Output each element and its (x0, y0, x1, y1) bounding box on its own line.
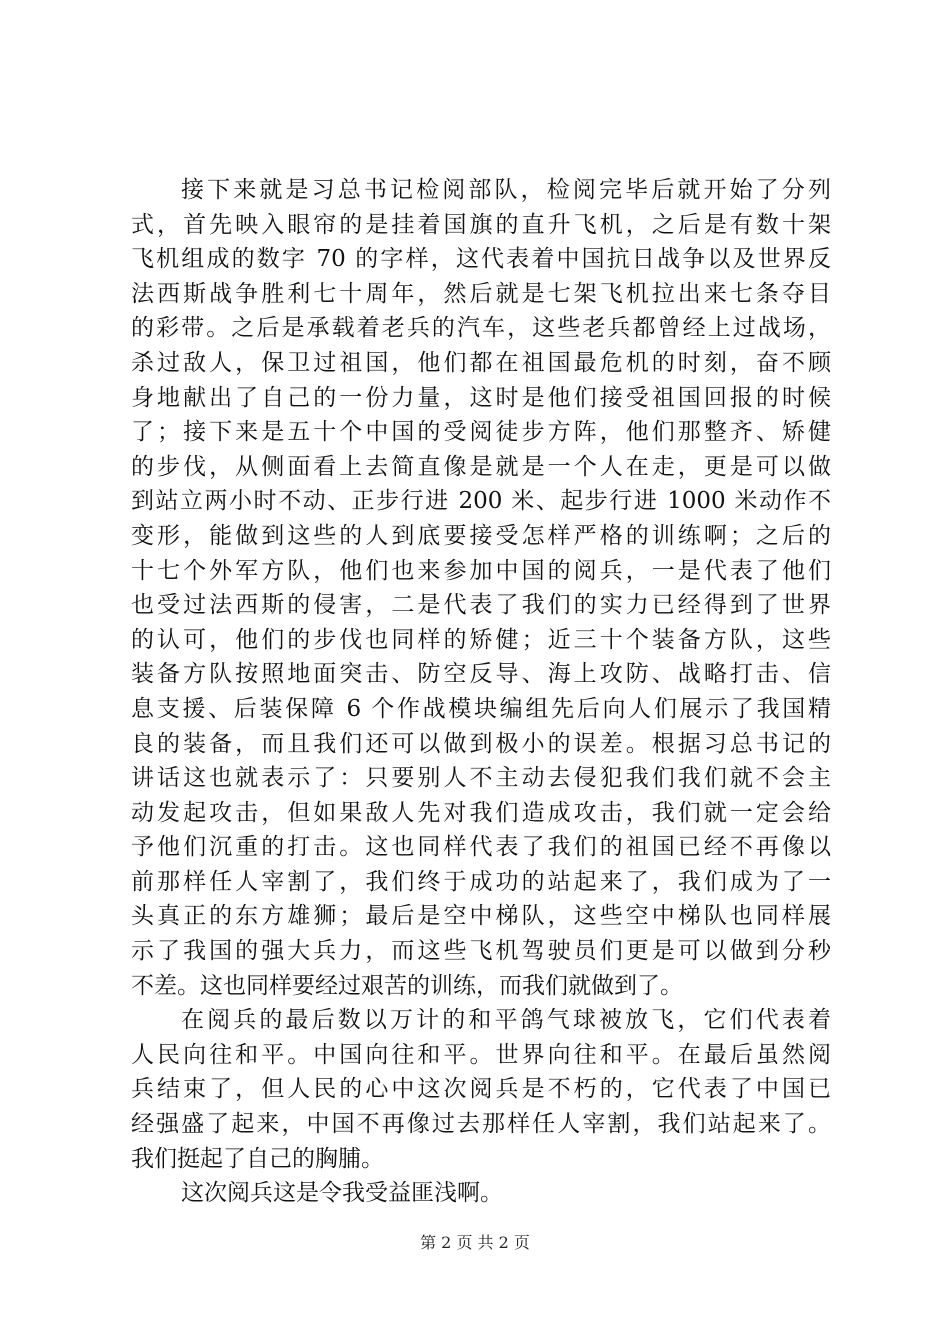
text-line: 装备方队按照地面突击、防空反导、海上攻防、战略打击、信 (131, 661, 831, 688)
text-line: 头真正的东方雄狮；最后是空中梯队，这些空中梯队也同样展 (131, 903, 831, 930)
document-body (131, 173, 831, 1211)
text-line: 身地献出了自己的一份力量，这时是他们接受祖国回报的时候 (131, 384, 831, 411)
text-line: 我们挺起了自己的胸脯。 (131, 1145, 384, 1172)
text-line: 这次阅兵这是令我受益匪浅啊。 (181, 1180, 503, 1207)
text-line: 的彩带。之后是承载着老兵的汽车，这些老兵都曾经上过战场， (131, 315, 831, 342)
text-line: 良的装备，而且我们还可以做到极小的误差。根据习总书记的 (131, 730, 831, 757)
text-line: 也受过法西斯的侵害，二是代表了我们的实力已经得到了世界 (131, 592, 831, 619)
paragraph (131, 1176, 831, 1211)
paragraph (131, 173, 831, 1003)
text-line: 讲话这也就表示了：只要别人不主动去侵犯我们我们就不会主 (131, 765, 831, 792)
text-line: 动发起攻击，但如果敌人先对我们造成攻击，我们就一定会给 (131, 799, 831, 826)
text-line: 予他们沉重的打击。这也同样代表了我们的祖国已经不再像以 (131, 834, 831, 861)
text-line: 十七个外军方队，他们也来参加中国的阅兵，一是代表了他们 (131, 557, 831, 584)
text-line: 变形，能做到这些的人到底要接受怎样严格的训练啊；之后的 (131, 522, 831, 549)
text-line: 的认可，他们的步伐也同样的矫健；近三十个装备方队，这些 (131, 626, 831, 653)
text-line: 不差。这也同样要经过艰苦的训练，而我们就做到了。 (131, 972, 683, 999)
text-line: 兵结束了，但人民的心中这次阅兵是不朽的，它代表了中国已 (131, 1076, 831, 1103)
text-line: 接下来就是习总书记检阅部队，检阅完毕后就开始了分列 (181, 177, 831, 203)
text-line: 法西斯战争胜利七十周年，然后就是七架飞机拉出来七条夺目 (131, 280, 831, 307)
text-line: 前那样任人宰割了，我们终于成功的站起来了，我们成为了一 (131, 868, 831, 895)
text-line: 息支援、后装保障 6 个作战模块编组先后向人们展示了我国精 (131, 695, 831, 722)
page-number-footer: 第 2 页 共 2 页 (420, 1233, 530, 1252)
text-line: 经强盛了起来，中国不再像过去那样任人宰割，我们站起来了。 (131, 1111, 831, 1138)
text-line: 的步伐，从侧面看上去简直像是就是一个人在走，更是可以做 (131, 453, 831, 480)
text-line: 人民向往和平。中国向往和平。世界向往和平。在最后虽然阅 (131, 1041, 831, 1068)
text-line: 示了我国的强大兵力，而这些飞机驾驶员们更是可以做到分秒 (131, 938, 831, 965)
text-line: 式，首先映入眼帘的是挂着国旗的直升飞机，之后是有数十架 (131, 211, 831, 238)
text-line: 杀过敌人，保卫过祖国，他们都在祖国最危机的时刻，奋不顾 (131, 349, 831, 376)
text-line: 飞机组成的数字 70 的字样，这代表着中国抗日战争以及世界反 (131, 246, 831, 273)
text-line: 了；接下来是五十个中国的受阅徒步方阵，他们那整齐、矫健 (131, 419, 831, 446)
paragraph (131, 1003, 831, 1176)
text-line: 在阅兵的最后数以万计的和平鸽气球被放飞，它们代表着 (181, 1007, 831, 1034)
text-line: 到站立两小时不动、正步行进 200 米、起步行进 1000 米动作不 (131, 488, 831, 515)
